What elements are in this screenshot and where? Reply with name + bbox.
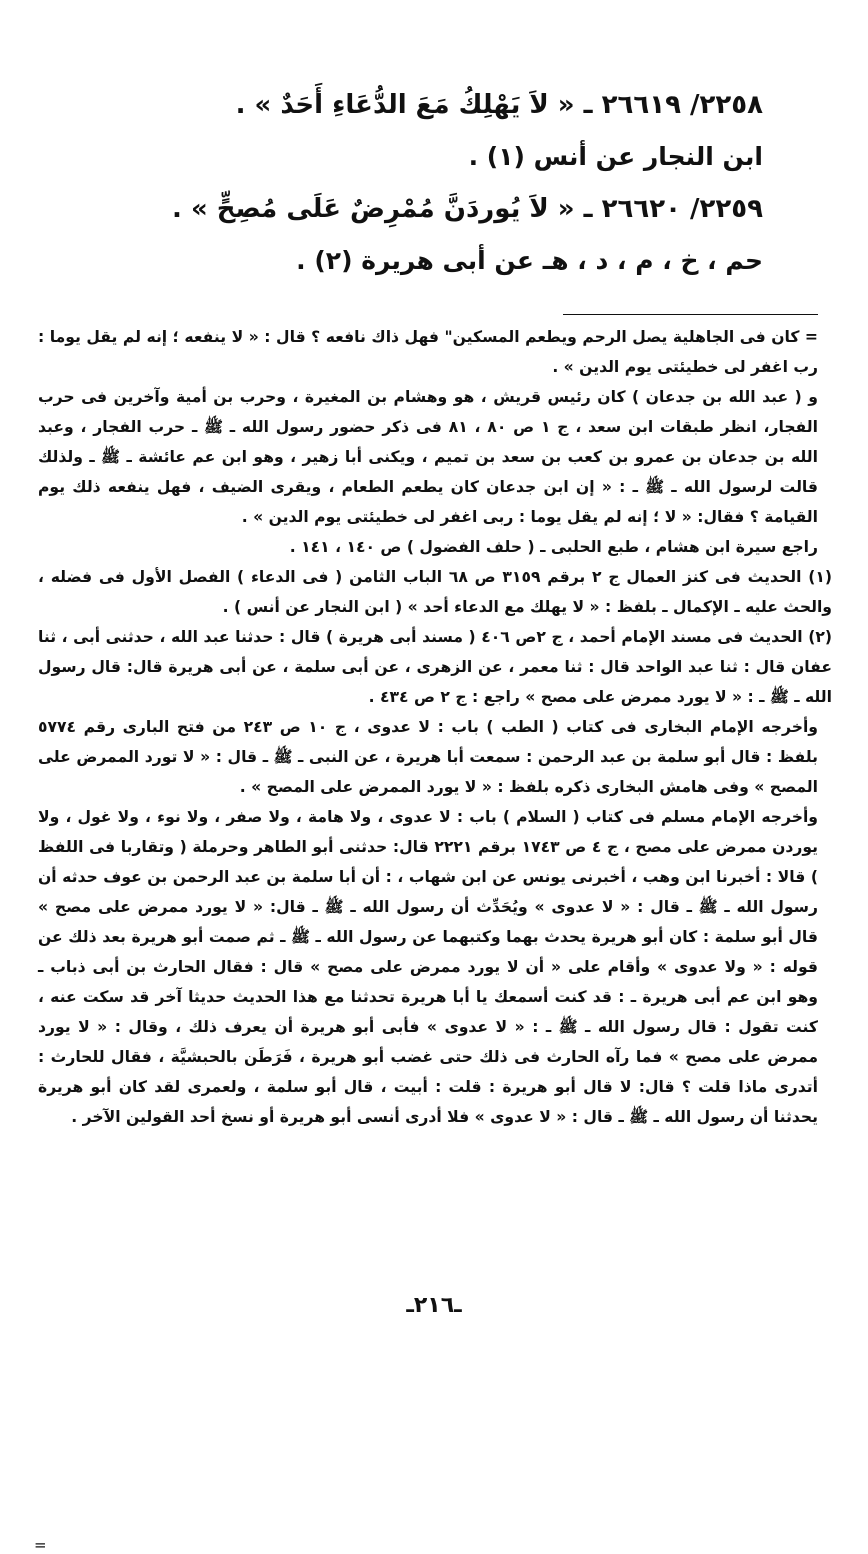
footnote-continuation: = كان فى الجاهلية يصل الرحم ويطعم المسكين" فهل ذاك نافعه ؟ قال : « لا ينفعه ؛ إنه لم يقل يوما : رب اغفر لى خطيئتى يوم الدين » . [38,328,818,376]
hadith-source: حم ، خ ، م ، د ، هـ عن أبى هريرة (٢) . [296,246,763,275]
footnote-divider [563,314,818,315]
footnote-2: (٢) الحديث فى مسند الإمام أحمد ، ج ٢ص ٤٠٦ ( مسند أبى هريرة ) قال : حدثنا عبد الله ، حدثنى أبى ، ثنا عفان قال : ثنا عبد الواحد قال : ثنا معمر ، عن الزهرى ، عن أبى سلمة ، عن أبى هريرة قال: قال رسول الله ـ ﷺ ـ : « لا يورد ممرض على مصح » راجع : ج ٢ ص ٤٣٤ . [38,628,832,706]
footnote-paragraph: وأخرجه الإمام مسلم فى كتاب ( السلام ) باب : لا عدوى ، ولا هامة ، ولا صفر ، ولا نوء ، ولا غول ، ولا يوردن ممرض على مصح ، ج ٤ ص ١٧٤٣ برقم ٢٢٢١ قال: حدثنى أبو الطاهر وحرملة ( وتقاربا فى اللفظ ) قالا : أخبرنا ابن وهب ، أخبرنى يونس عن ابن شهاب ، : أن أبا سلمة بن عبد الرحمن بن عوف حدثه أن رسول الله ـ ﷺ ـ قال : « لا عدوى » ويُحَدِّث أن رسول الله ـ ﷺ ـ قال: « لا يورد ممرض على مصح » قال أبو سلمة : كان أبو هريرة يحدث بهما وكتبهما عن رسول الله ـ ﷺ ـ ثم صمت أبو هريرة بعد ذلك عن قوله : « ولا عدوى » وأقام على « أن لا يورد ممرض على مصح » قال : فقال الحارث بن أبى ذباب ـ وهو ابن عم أبى هريرة ـ : قد كنت أسمعك يا أبا هريرة تحدثنا مع هذا الحديث حديثا آخر قد سكت عنه ، كنت تقول : قال رسول الله ـ ﷺ ـ : « لا عدوى » فأبى أبو هريرة أن يعرف ذلك ، وقال : « لا يورد ممرض على مصح » فما رآه الحارث فى ذلك حتى غضب أبو هريرة ، فَرَطَن بالحبشيَّة ، فقال للحارث : أتدرى ماذا قلت ؟ قال: لا قال أبو هريرة : قلت : أبيت ، قال أبو سلمة ، ولعمرى لقد كان أبو هريرة يحدثنا أن رسول الله ـ ﷺ ـ قال : « لا عدوى » فلا أدرى أنسى أبو هريرة أو نسخ أحد القولين الآخر . [38,808,818,1126]
footnote-paragraph: راجع سيرة ابن هشام ، طبع الحلبى ـ ( حلف الفضول ) ص ١٤٠ ، ١٤١ . [289,538,818,556]
footnote-1: (١) الحديث فى كنز العمال ج ٢ برقم ٣١٥٩ ص ٦٨ الباب الثامن ( فى الدعاء ) الفصل الأول فى فضله ، والحث عليه ـ الإكمال ـ بلفظ : « لا يهلك مع الدعاء أحد » ( ابن النجار عن أنس ) . [38,568,833,616]
footnote-paragraph: و ( عبد الله بن جدعان ) كان رئيس قريش ، هو وهشام بن المغيرة ، وحرب بن أمية وآخرين فى حرب الفجار، انظر طبقات ابن سعد ، ج ١ ص ٨٠ ، ٨١ فى ذكر حضور رسول الله ـ ﷺ ـ حرب الفجار ، وعبد الله بن جدعان بن عمرو بن كعب بن سعد بن تميم ، ويكنى أبا زهير ، وهو ابن عم عائشة ـ ﷺ ـ ولذلك قالت لرسول الله ـ ﷺ ـ : « إن ابن جدعان كان يطعم الطعام ، ويقرى الضيف ، فهل ينفعه ذلك يوم القيامة ؟ فقال: « لا ؛ إنه لم يقل يوما : ربى اغفر لى خطيئتى يوم الدين » . [38,388,818,526]
continuation-mark: = [34,1536,47,1554]
page-number: ـ٢١٦ـ [406,1293,462,1318]
hadith-entries [40,88,763,296]
hadith-text: ٢٢٥٨/ ٢٦٦١٩ ـ « لاَ يَهْلِكُ مَعَ الدُّعَاءِ أَحَدٌ » . [235,90,763,120]
hadith-source: ابن النجار عن أنس (١) . [468,142,763,171]
hadith-text: ٢٢٥٩/ ٢٦٦٢٠ ـ « لاَ يُوردَنَّ مُمْرِضٌ عَلَى مُصِحٍّ » . [172,194,763,224]
footnote-paragraph: وأخرجه الإمام البخارى فى كتاب ( الطب ) باب : لا عدوى ، ج ١٠ ص ٢٤٣ من فتح البارى رقم ٥٧٧٤ بلفظ : قال أبو سلمة بن عبد الرحمن : سمعت أبا هريرة ، عن النبى ـ ﷺ ـ قال : « لا تورد الممرض على المصح » وفى هامش البخارى ذكره بلفظ : « لا يورد الممرض على المصح » . [38,718,818,796]
